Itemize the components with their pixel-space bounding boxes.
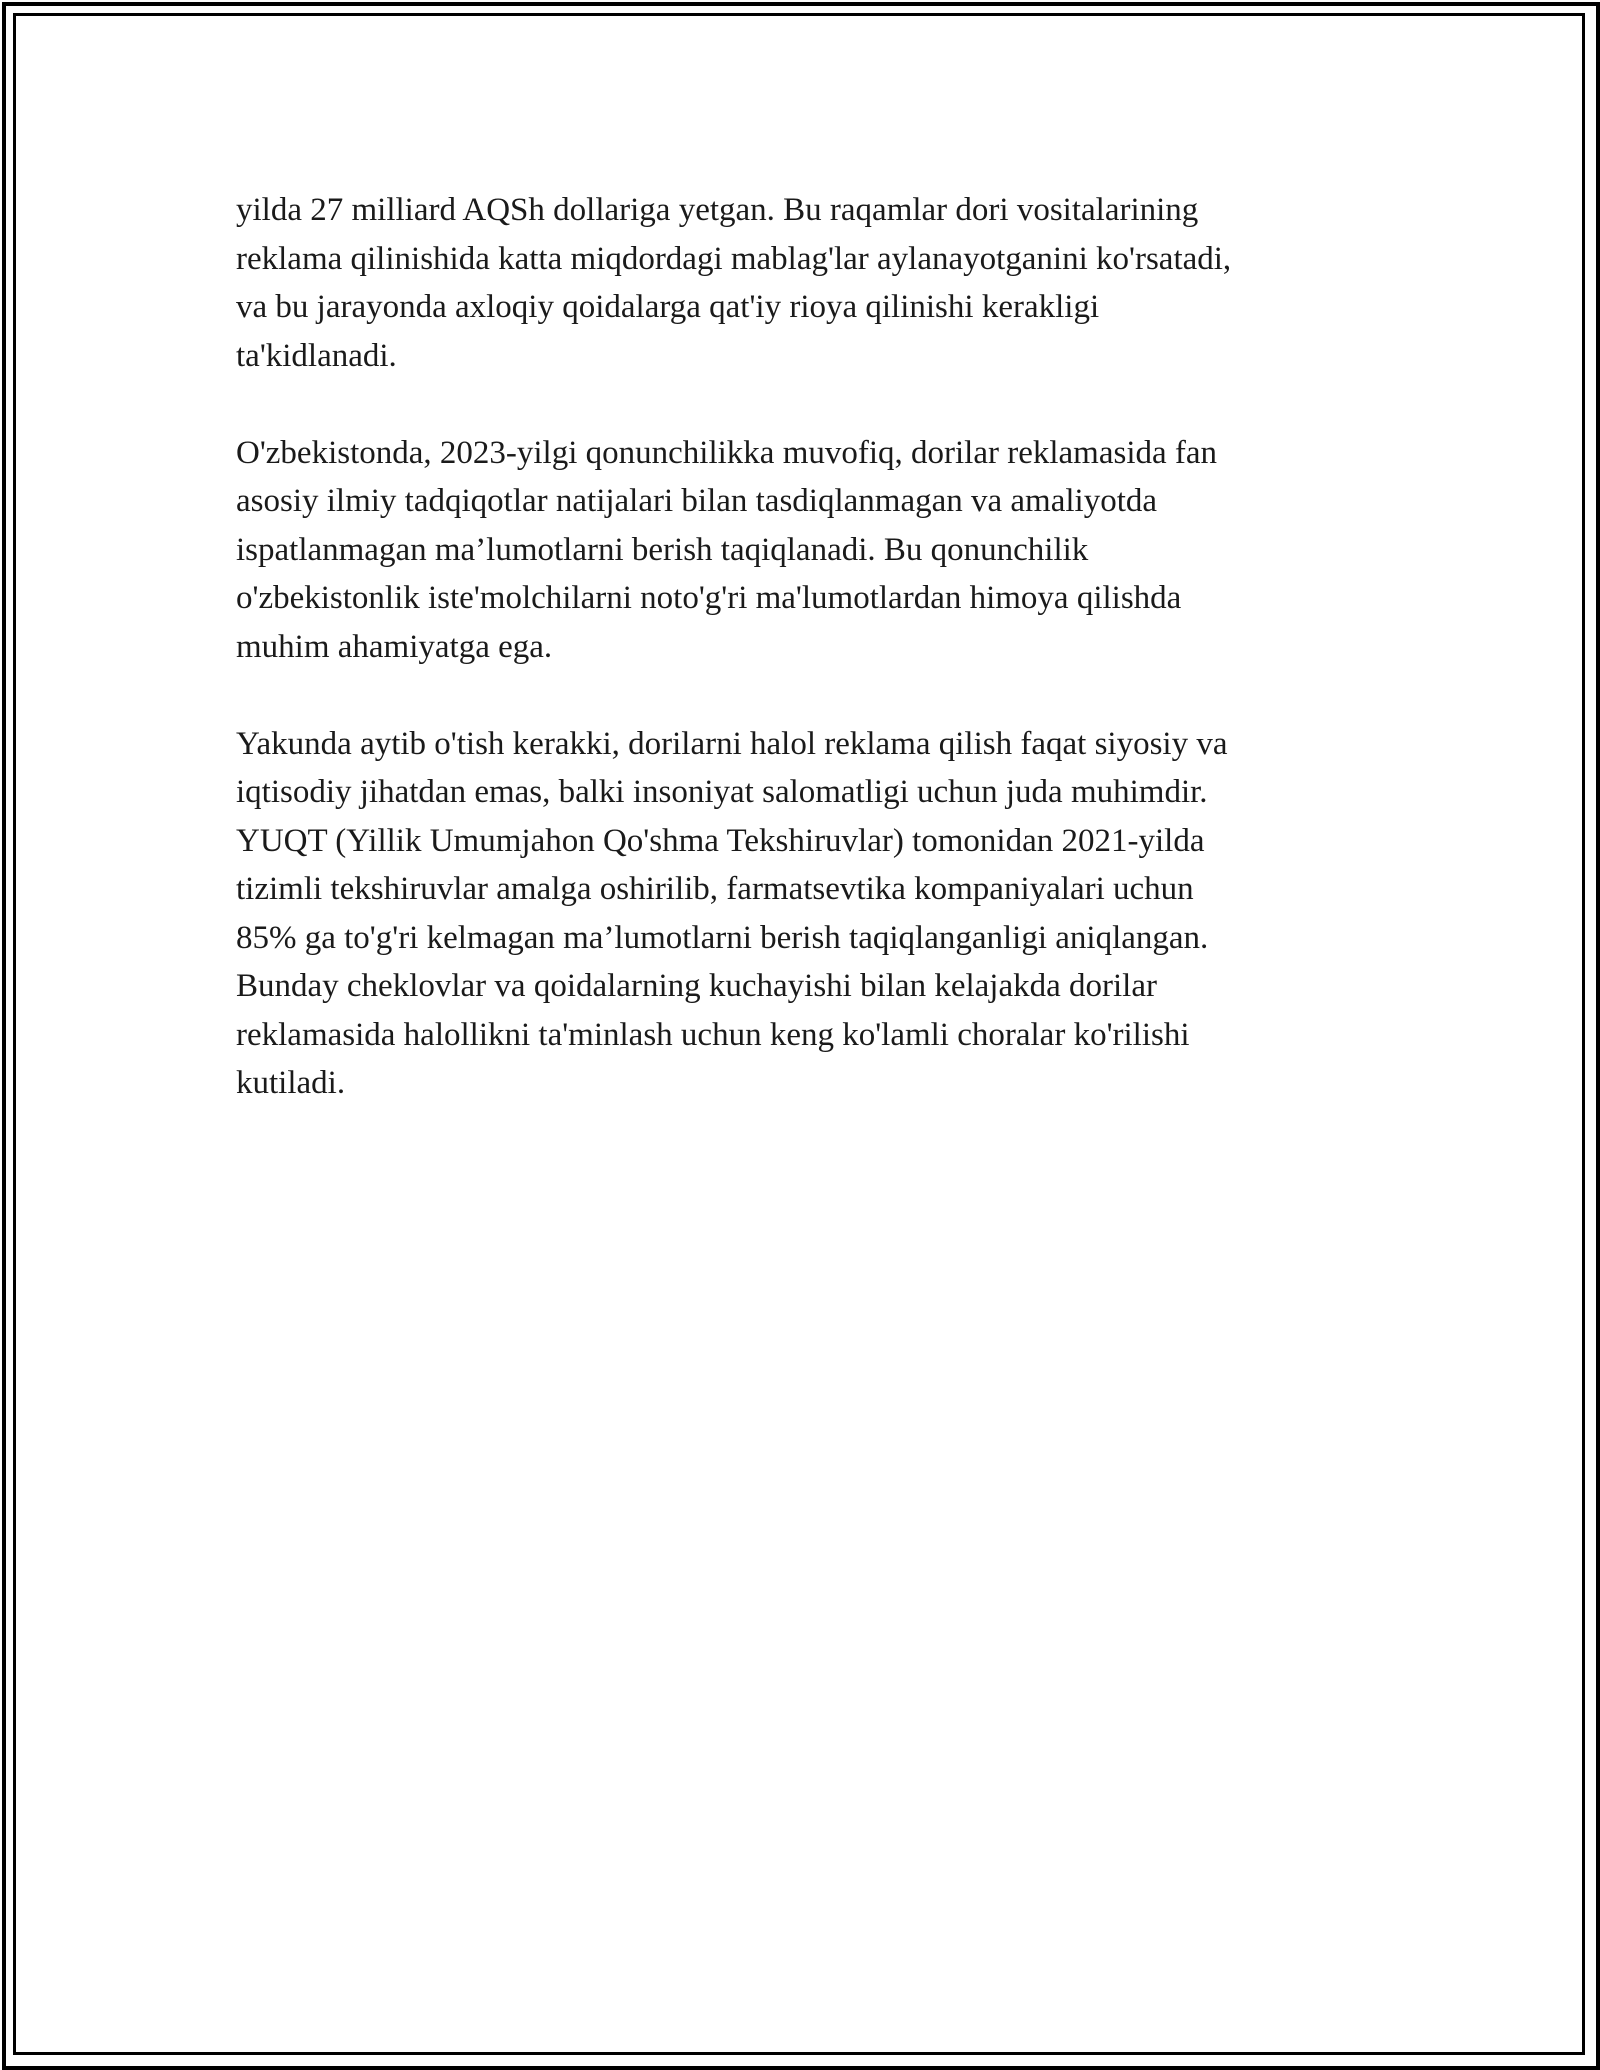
text-line: kutiladi. bbox=[236, 1065, 346, 1101]
text-line: O'zbekistonda, 2023-yilgi qonunchilikka muvofiq, dorilar reklamasida fan bbox=[236, 434, 1218, 471]
text-line: iqtisodiy jihatdan emas, balki insoniyat salomatligi uchun juda muhimdir. bbox=[236, 774, 1208, 810]
text-line: YUQT (Yillik Umumjahon Qo'shma Tekshiruvlar) tomonidan 2021-yilda bbox=[236, 822, 1205, 859]
text-line: 85% ga to'g'ri kelmagan ma’lumotlarni berish taqiqlanganligi aniqlangan. bbox=[236, 919, 1209, 956]
text-line: va bu jarayonda axloqiy qoidalarga qat'iy rioya qilinishi kerakligi bbox=[236, 289, 1100, 325]
text-line: yilda 27 milliard AQSh dollariga yetgan. Bu raqamlar dori vositalarining bbox=[236, 192, 1199, 228]
text-line: Bunday cheklovlar va qoidalarning kuchayishi bilan kelajakda dorilar bbox=[236, 968, 1157, 1004]
text-line: ta'kidlanadi. bbox=[236, 337, 397, 374]
paragraph-3 bbox=[236, 720, 1376, 1108]
text-line: asosiy ilmiy tadqiqotlar natijalari bilan tasdiqlanmagan va amaliyotda bbox=[236, 483, 1158, 519]
text-line: o'zbekistonlik iste'molchilarni noto'g'ri ma'lumotlardan himoya qilishda bbox=[236, 580, 1182, 616]
text-line: reklamasida halollikni ta'minlash uchun keng ko'lamli choralar ko'rilishi bbox=[236, 1016, 1190, 1053]
text-line: reklama qilinishida katta miqdordagi mablag'lar aylanayotganini ko'rsatadi, bbox=[236, 240, 1232, 277]
text-line: Yakunda aytib o'tish kerakki, dorilarni halol reklama qilish faqat siyosiy va bbox=[236, 725, 1228, 762]
paragraph-2 bbox=[236, 429, 1376, 672]
text-line: tizimli tekshiruvlar amalga oshirilib, farmatsevtika kompaniyalari uchun bbox=[236, 871, 1194, 907]
document-body bbox=[236, 186, 1376, 1156]
text-line: ispatlanmagan ma’lumotlarni berish taqiqlanadi. Bu qonunchilik bbox=[236, 531, 1089, 568]
paragraph-1 bbox=[236, 186, 1376, 380]
text-line: muhim ahamiyatga ega. bbox=[236, 628, 553, 665]
